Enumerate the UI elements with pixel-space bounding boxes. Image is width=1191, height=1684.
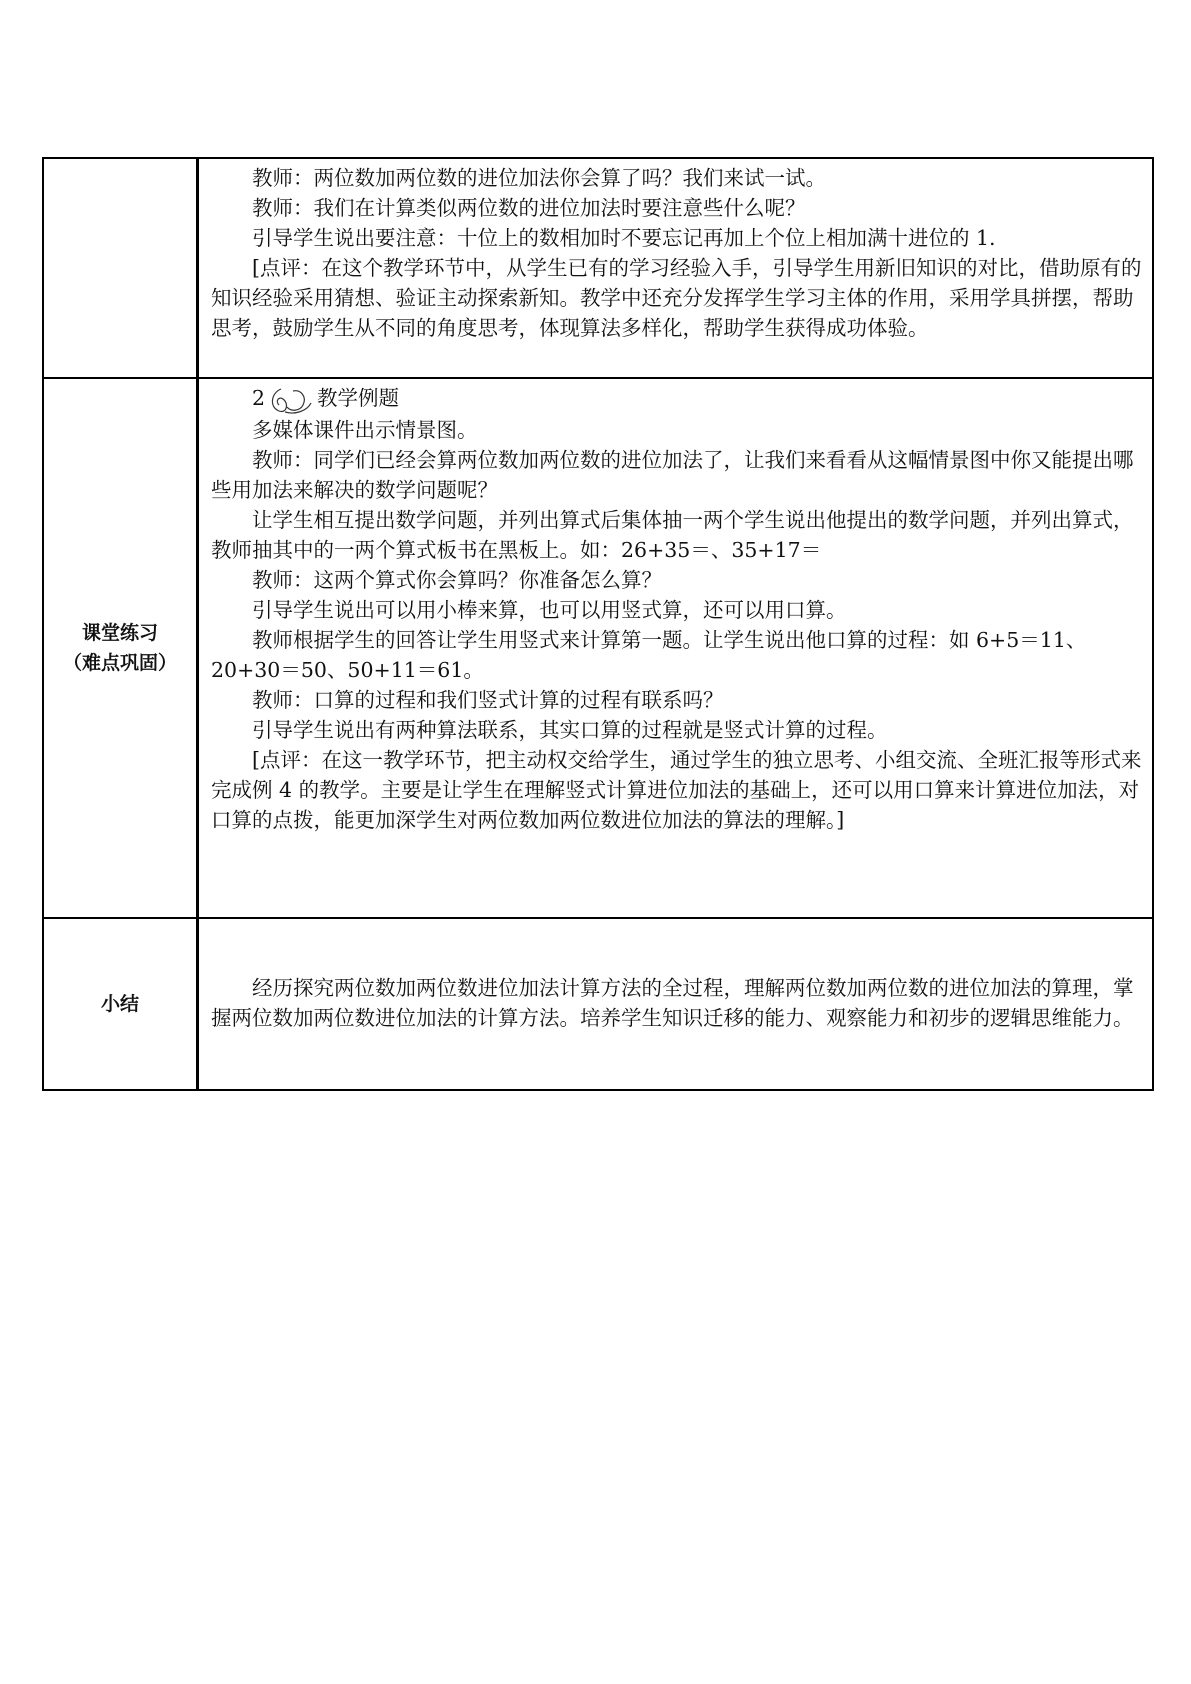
row-label-summary: 小结	[44, 919, 199, 1089]
paragraph: 引导学生说出要注意：十位上的数相加时不要忘记再加上个位上相加满十进位的 1.	[252, 226, 996, 250]
row-label-practice	[44, 379, 199, 917]
paragraph: 教师：口算的过程和我们竖式计算的过程有联系吗？	[252, 687, 724, 712]
paragraph: 经历探究两位数加两位数进位加法计算方法的全过程，理解两位数加两位数的进位加法的算理，掌握两位数加两位数进位加法的计算方法。培养学生知识迁移的能力、观察能力和初步的逻辑思维能力。	[211, 976, 1134, 1030]
heading-text: 教学例题	[317, 386, 400, 410]
table-row-practice	[44, 377, 1152, 917]
row-label-line: 课堂练习	[81, 622, 158, 644]
handwritten-scribble-icon	[267, 385, 315, 415]
paragraph: 引导学生说出可以用小棒来算，也可以用竖式算，还可以用口算。	[252, 597, 847, 622]
paragraph: 多媒体课件出示情景图。	[252, 417, 478, 442]
paragraph: 教师根据学生的回答让学生用竖式来计算第一题。让学生说出他口算的过程：如 6+5＝11、20+30＝50、50+11＝61。	[211, 627, 1087, 682]
paragraph: 引导学生说出有两种算法联系，其实口算的过程就是竖式计算的过程。	[252, 717, 888, 742]
section-heading	[211, 383, 1142, 415]
paragraph: 教师：两位数加两位数的进位加法你会算了吗？我们来试一试。	[252, 166, 826, 190]
comment-paragraph: [点评：在这个教学环节中，从学生已有的学习经验入手，引导学生用新旧知识的对比，借助原有的知识经验采用猜想、验证主动探索新知。教学中还充分发挥学生学习主体的作用，采用学具拼摆，帮助思考，鼓励学生从不同的角度思考，体现算法多样化，帮助学生获得成功体验。	[211, 256, 1142, 340]
row-label-empty	[44, 159, 199, 377]
table-row-summary	[44, 917, 1152, 1089]
lesson-plan-table	[42, 157, 1154, 1091]
table-row-intro	[44, 159, 1152, 377]
row-label-line: （难点巩固）	[62, 652, 177, 674]
paragraph: 教师：这两个算式你会算吗？你准备怎么算？	[252, 567, 662, 592]
paragraph: 教师：我们在计算类似两位数的进位加法时要注意些什么呢？	[252, 196, 806, 220]
paragraph: 教师：同学们已经会算两位数加两位数的进位加法了，让我们来看看从这幅情景图中你又能提出哪些用加法来解决的数学问题呢？	[211, 447, 1134, 502]
paragraph: 让学生相互提出数学问题，并列出算式后集体抽一两个学生说出他提出的数学问题，并列出算式，教师抽其中的一两个算式板书在黑板上。如：26+35＝、35+17＝	[211, 507, 1134, 562]
row-content	[199, 159, 1152, 377]
heading-number: 2	[252, 386, 266, 410]
row-content	[199, 919, 1152, 1089]
row-content	[199, 379, 1152, 917]
comment-paragraph: [点评：在这一教学环节，把主动权交给学生，通过学生的独立思考、小组交流、全班汇报等形式来完成例 4 的教学。主要是让学生在理解竖式计算进位加法的基础上，还可以用口算来计算进位加法，对口算的点拨，能更加深学生对两位数加两位数进位加法的算法的理解。]	[211, 747, 1142, 832]
